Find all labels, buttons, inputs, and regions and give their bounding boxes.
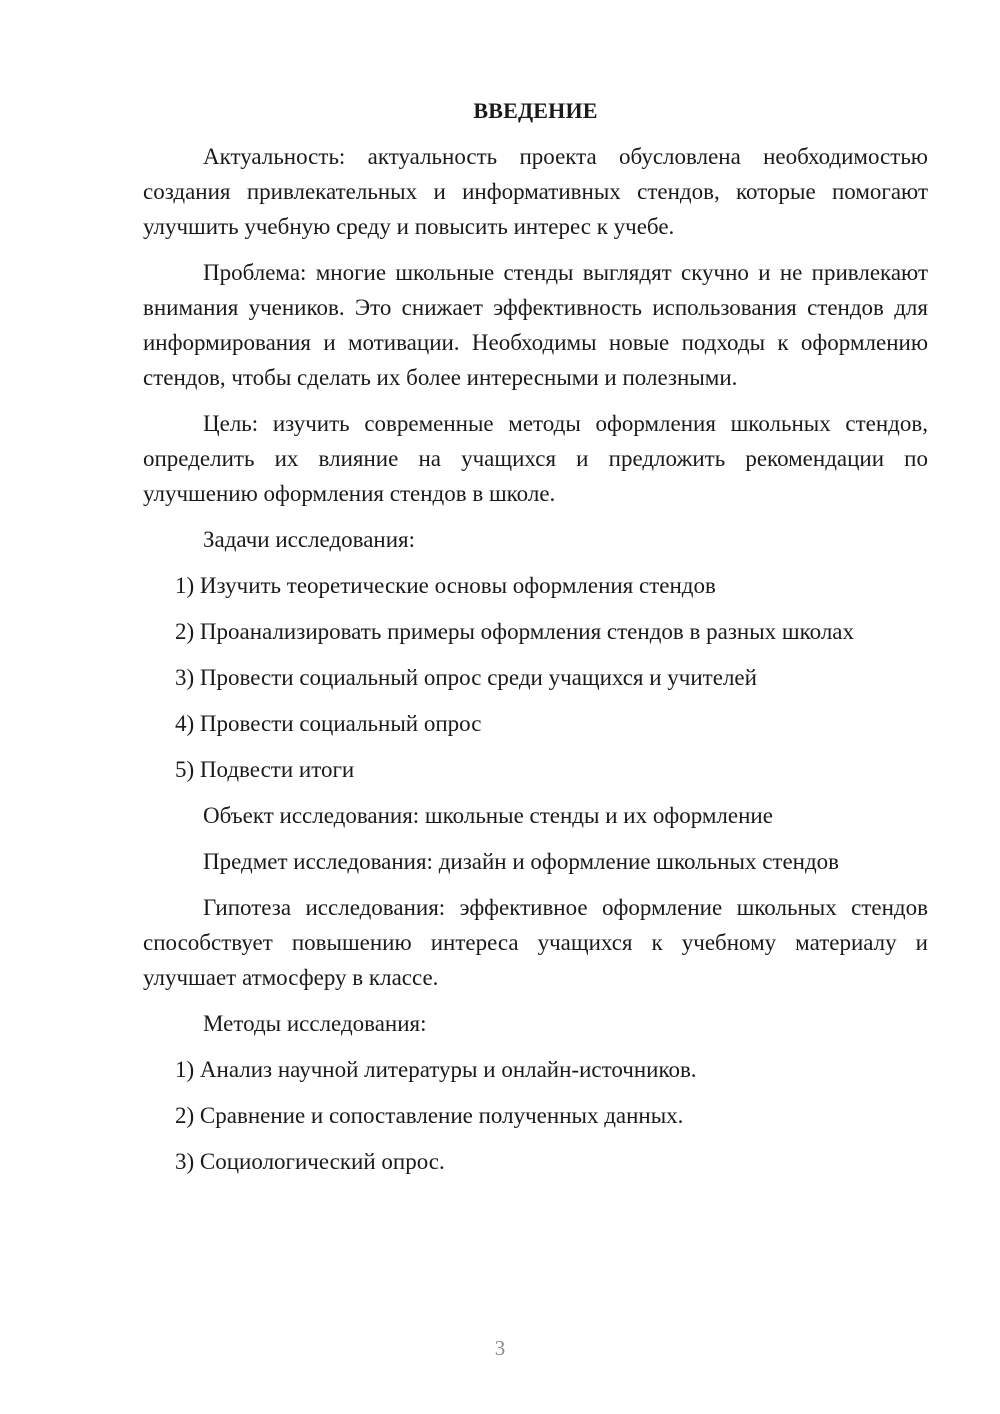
tasks-heading: Задачи исследования: — [203, 527, 416, 552]
object-paragraph: Объект исследования: школьные стенды и их оформление — [203, 803, 773, 828]
relevance-paragraph: Актуальность: актуальность проекта обусловлена необходимостью создания привлекательных и информативных стендов, которые помогают улучшить учебную среду и повысить интерес к учебе. — [143, 144, 928, 239]
problem-paragraph: Проблема: многие школьные стенды выглядят скучно и не привлекают внимания учеников. Это снижает эффективность использования стендов для информирования и мотивации. Необходимы новые подходы к оформлению стендов, чтобы сделать их более интересными и полезными. — [143, 260, 928, 390]
page-content — [143, 93, 928, 1190]
method-item: 2) Сравнение и сопоставление полученных данных. — [175, 1103, 684, 1128]
task-item: 1) Изучить теоретические основы оформления стендов — [175, 573, 716, 598]
goal-paragraph: Цель: изучить современные методы оформления школьных стендов, определить их влияние на учащихся и предложить рекомендации по улучшению оформления стендов в школе. — [143, 411, 928, 506]
methods-heading: Методы исследования: — [203, 1011, 427, 1036]
task-item: 3) Провести социальный опрос среди учащихся и учителей — [175, 665, 757, 690]
hypothesis-paragraph: Гипотеза исследования: эффективное оформление школьных стендов способствует повышению интереса учащихся к учебному материалу и улучшает атмосферу в классе. — [143, 895, 928, 990]
task-item: 4) Провести социальный опрос — [175, 711, 482, 736]
subject-paragraph: Предмет исследования: дизайн и оформление школьных стендов — [203, 849, 840, 874]
method-item: 3) Социологический опрос. — [175, 1149, 445, 1174]
method-item: 1) Анализ научной литературы и онлайн-источников. — [175, 1057, 697, 1082]
section-title: ВВЕДЕНИЕ — [473, 98, 598, 123]
page-number: 3 — [494, 1336, 506, 1360]
task-item: 5) Подвести итоги — [175, 757, 355, 782]
task-item: 2) Проанализировать примеры оформления стендов в разных школах — [175, 619, 855, 644]
